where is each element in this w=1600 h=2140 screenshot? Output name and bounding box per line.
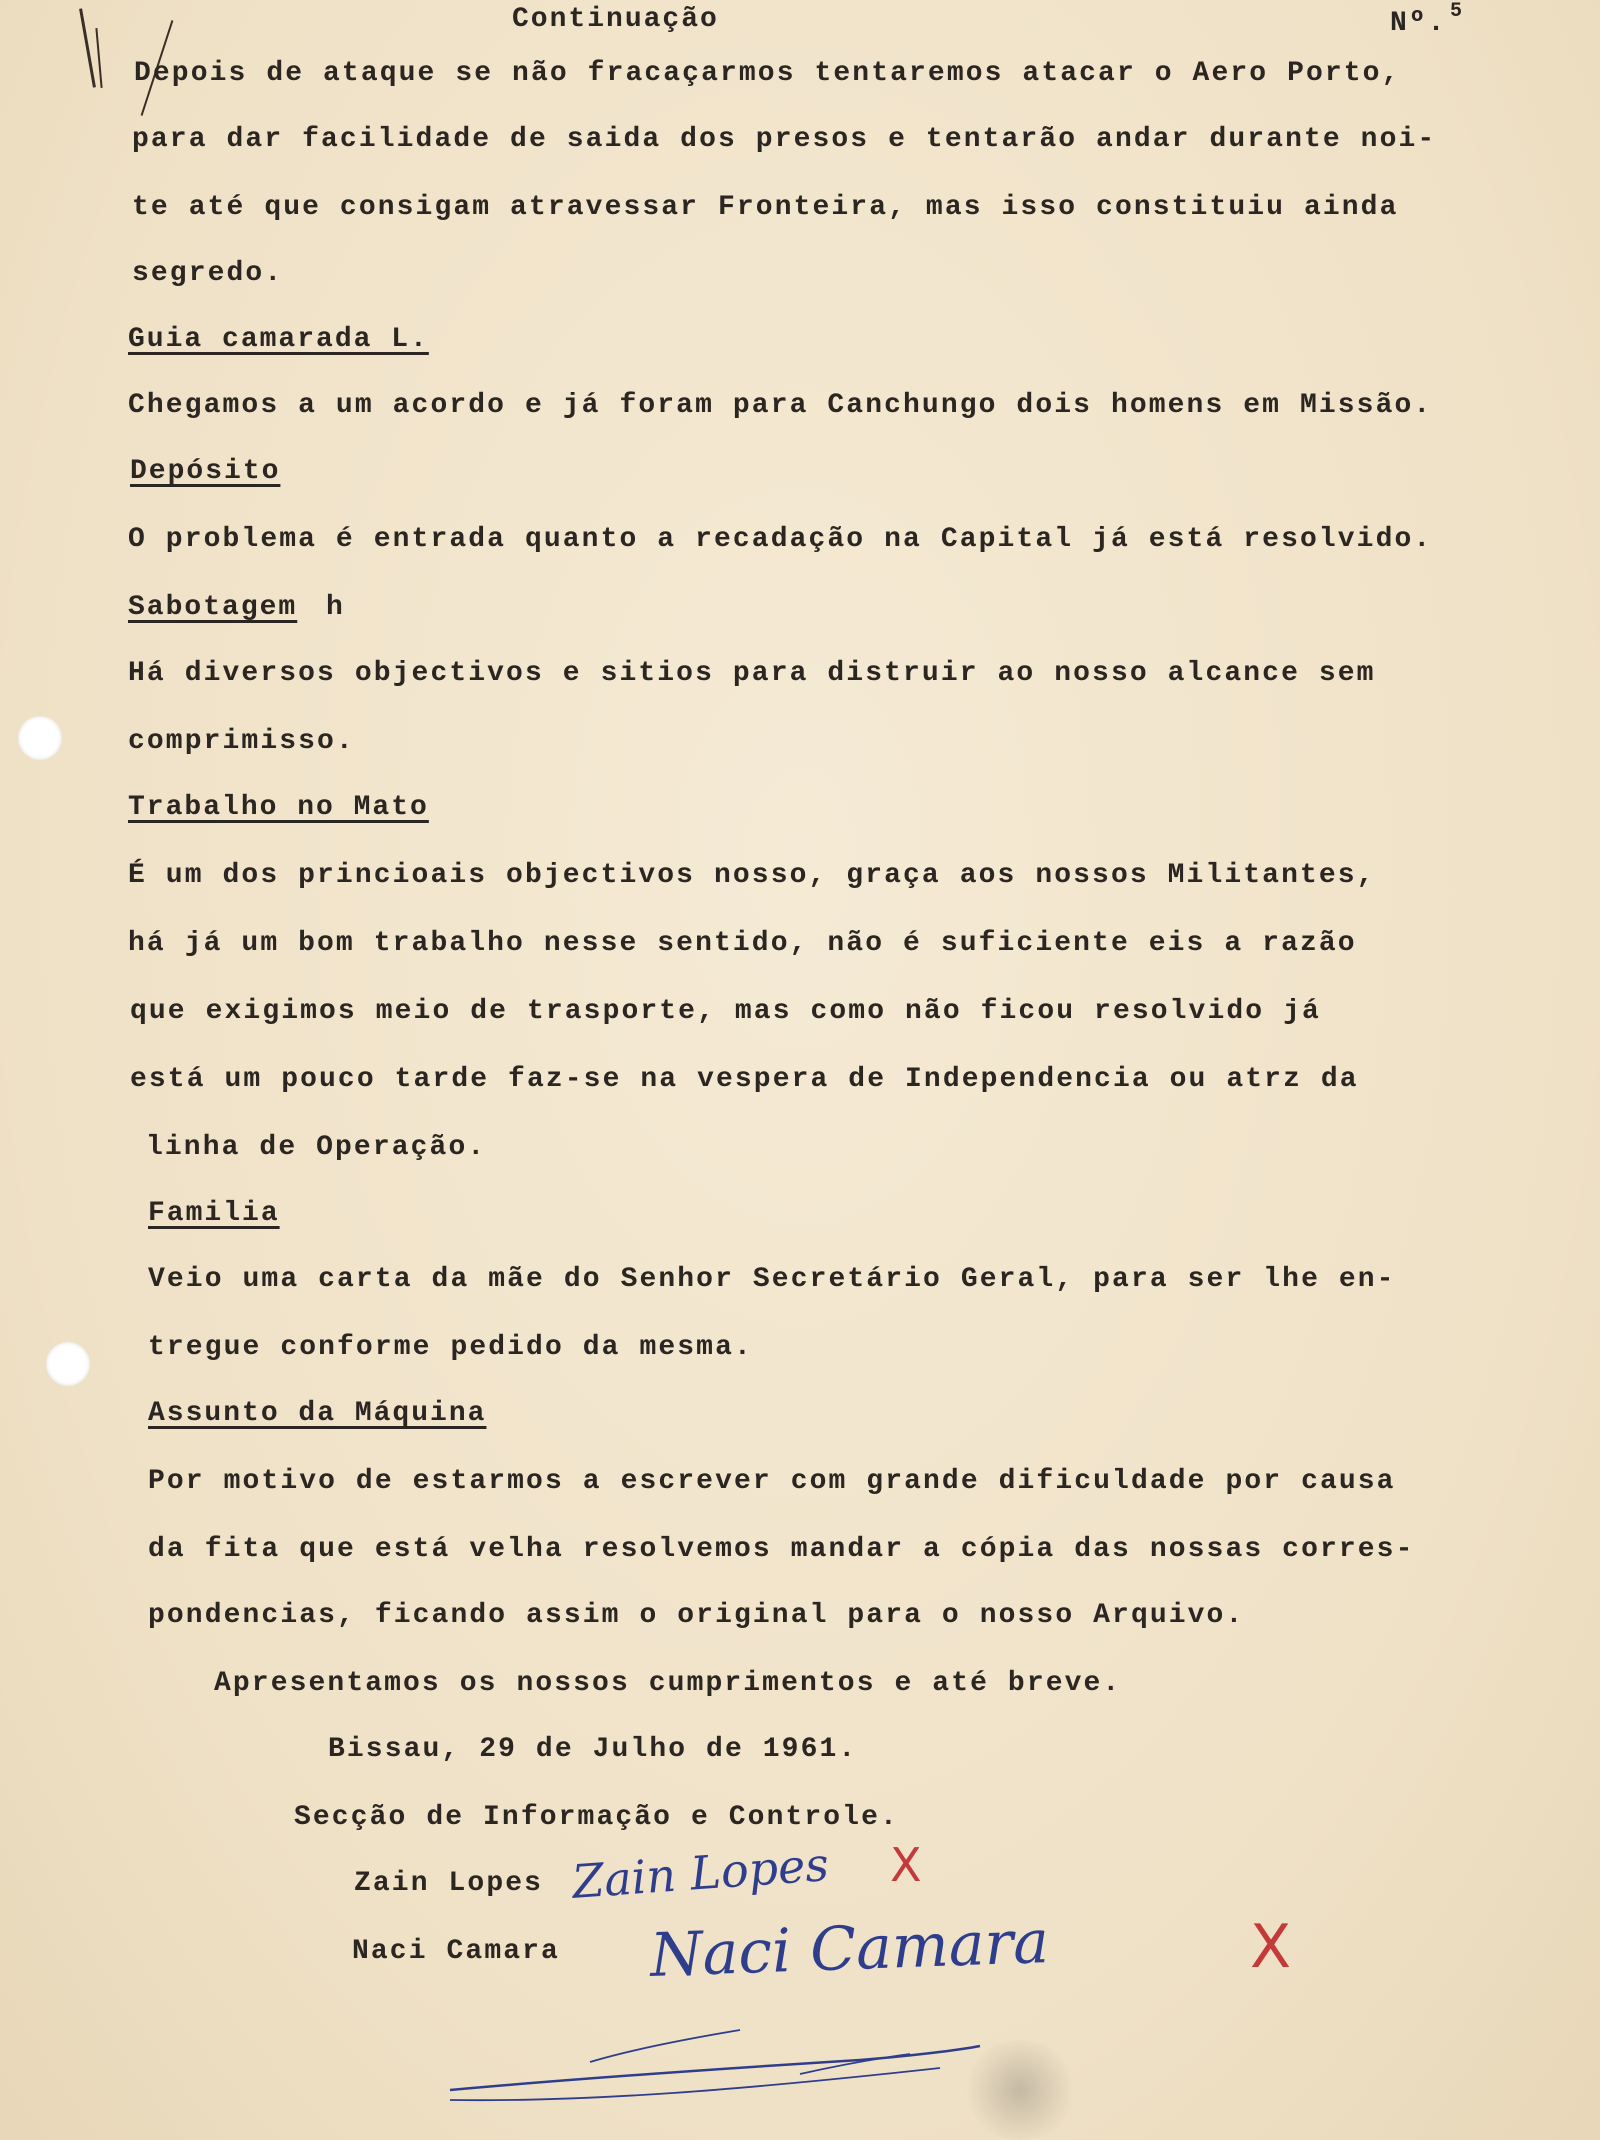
body-line: linha de Operação. <box>146 1132 487 1163</box>
body-line: da fita que está velha resolvemos mandar a cópia das nossas corres- <box>148 1534 1415 1565</box>
margin-ink-mark <box>95 28 102 88</box>
body-line: comprimisso. <box>128 726 355 757</box>
body-line: Por motivo de estarmos a escrever com grande dificuldade por causa <box>148 1466 1396 1497</box>
body-line: segredo. <box>132 258 284 289</box>
red-x-mark: X <box>1250 1912 1292 1982</box>
issuing-section: Secção de Informação e Controle. <box>294 1802 899 1833</box>
body-line: que exigimos meio de trasporte, mas como não ficou resolvido já <box>130 996 1321 1027</box>
signature-flourish <box>440 2010 1000 2120</box>
punch-hole <box>46 1342 90 1386</box>
body-line: Chegamos a um acordo e já foram para Canchungo dois homens em Missão. <box>128 390 1433 421</box>
body-line: Há diversos objectivos e sitios para distruir ao nosso alcance sem <box>128 658 1376 689</box>
body-line: Veio uma carta da mãe do Senhor Secretário Geral, para ser lhe en- <box>148 1264 1396 1295</box>
punch-hole <box>18 716 62 760</box>
section-title-suffix: h <box>326 592 345 623</box>
body-line: pondencias, ficando assim o original para o nosso Arquivo. <box>148 1600 1245 1631</box>
handwritten-signature: Zain Lopes <box>570 1837 831 1909</box>
section-title: Sabotagem <box>128 592 298 623</box>
section-title: Trabalho no Mato <box>128 792 429 823</box>
body-line: para dar facilidade de saida dos presos e tentarão andar durante noi- <box>132 124 1437 155</box>
section-title: Depósito <box>130 456 281 487</box>
body-line: tregue conforme pedido da mesma. <box>148 1332 753 1363</box>
handwritten-signature: Naci Camara <box>648 1907 1051 1991</box>
signatory-name: Naci Camara <box>352 1936 560 1967</box>
body-line: está um pouco tarde faz-se na vespera de Independencia ou atrz da <box>130 1064 1359 1095</box>
body-line: O problema é entrada quanto a recadação na Capital já está resolvido. <box>128 524 1433 555</box>
body-line: há já um bom trabalho nesse sentido, não é suficiente eis a razão <box>128 928 1357 959</box>
closing-greeting: Apresentamos os nossos cumprimentos e até breve. <box>214 1668 1122 1699</box>
section-title: Guia camarada L. <box>128 324 429 355</box>
section-title: Familia <box>148 1198 280 1229</box>
page-number-label: Nº. <box>1390 8 1447 39</box>
section-title: Assunto da Máquina <box>148 1398 487 1429</box>
red-x-mark: X <box>890 1838 922 1892</box>
margin-ink-mark <box>79 8 96 87</box>
signatory-name: Zain Lopes <box>354 1868 544 1899</box>
ink-smudge <box>960 2040 1080 2140</box>
body-line: te até que consigam atravessar Fronteira, mas isso constituiu ainda <box>132 192 1399 223</box>
body-line: Depois de ataque se não fracaçarmos tentaremos atacar o Aero Porto, <box>134 58 1401 89</box>
body-line: É um dos princioais objectivos nosso, graça aos nossos Militantes, <box>128 860 1376 891</box>
page-header-title: Continuação <box>512 4 719 35</box>
place-date: Bissau, 29 de Julho de 1961. <box>328 1734 858 1765</box>
page-number-value: 5 <box>1450 0 1465 23</box>
